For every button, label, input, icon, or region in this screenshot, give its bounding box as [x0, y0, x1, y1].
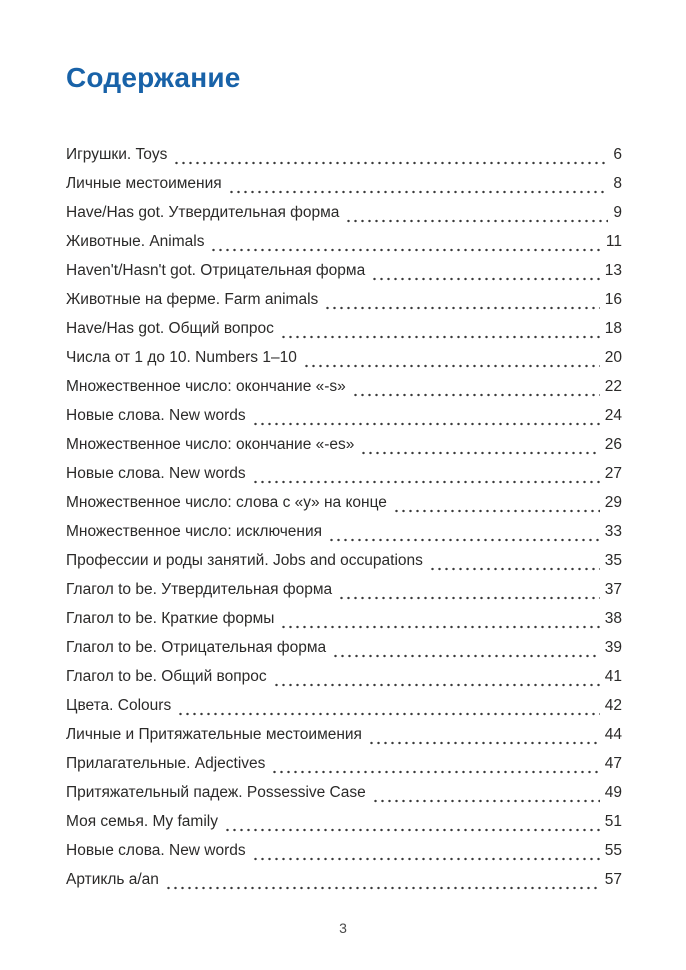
toc-entry-label: Животные. Animals	[66, 233, 205, 250]
toc-entry-page-number: 33	[604, 523, 622, 540]
toc-entry	[66, 198, 622, 227]
toc-entry-page-number: 57	[604, 871, 622, 888]
dotted-leader	[280, 623, 599, 629]
dotted-leader	[328, 536, 600, 542]
toc-entry-page-number: 22	[604, 378, 622, 395]
toc-entry-page-number: 29	[604, 494, 622, 511]
toc-entry	[66, 227, 622, 256]
toc-entry	[66, 662, 622, 691]
dotted-leader	[210, 246, 600, 252]
toc-entry-label: Притяжательный падеж. Possessive Case	[66, 784, 366, 801]
toc-entry-page-number: 20	[604, 349, 622, 366]
toc-entry-page-number: 8	[613, 175, 622, 192]
toc-entry	[66, 401, 622, 430]
toc-entry	[66, 459, 622, 488]
toc-entry	[66, 604, 622, 633]
toc-entry	[66, 633, 622, 662]
toc-entry-label: Множественное число: окончание «-s»	[66, 378, 346, 395]
dotted-leader	[271, 768, 599, 774]
toc-entry-page-number: 39	[604, 639, 622, 656]
dotted-leader	[273, 681, 600, 687]
toc-entry-page-number: 11	[605, 233, 622, 250]
toc-entry-label: Артикль a/an	[66, 871, 159, 888]
toc-entry-label: Have/Has got. Общий вопрос	[66, 320, 274, 337]
dotted-leader	[324, 304, 599, 310]
dotted-leader	[393, 507, 600, 513]
toc-entry	[66, 749, 622, 778]
toc-entry-page-number: 9	[613, 204, 622, 221]
dotted-leader	[371, 275, 600, 281]
toc-entry	[66, 488, 622, 517]
toc-entry-label: Новые слова. New words	[66, 842, 246, 859]
toc-entry-label: Множественное число: окончание «-es»	[66, 436, 355, 453]
toc-entry-page-number: 51	[604, 813, 622, 830]
toc-entry-page-number: 42	[604, 697, 622, 714]
toc-list	[66, 140, 622, 894]
toc-entry-label: Множественное число: слова с «y» на конце	[66, 494, 387, 511]
toc-entry-label: Множественное число: исключения	[66, 523, 323, 540]
dotted-leader	[224, 826, 600, 832]
dotted-leader	[332, 652, 600, 658]
toc-entry	[66, 807, 622, 836]
toc-entry-label: Глагол to be. Утвердительная форма	[66, 581, 333, 598]
toc-entry	[66, 343, 622, 372]
dotted-leader	[165, 884, 600, 890]
dotted-leader	[177, 710, 600, 716]
dotted-leader	[228, 188, 609, 194]
toc-entry-page-number: 38	[604, 610, 622, 627]
toc-entry-page-number: 6	[613, 146, 622, 163]
toc-entry	[66, 691, 622, 720]
toc-entry-page-number: 16	[604, 291, 622, 308]
toc-entry-page-number: 41	[604, 668, 622, 685]
toc-entry-label: Прилагательные. Adjectives	[66, 755, 266, 772]
toc-entry-label: Личные и Притяжательные местоимения	[66, 726, 362, 743]
toc-entry	[66, 865, 622, 894]
footer-page-number: 3	[339, 920, 347, 936]
dotted-leader	[252, 855, 600, 861]
toc-entry	[66, 778, 622, 807]
toc-entry-label: Глагол to be. Отрицательная форма	[66, 639, 327, 656]
toc-entry-label: Новые слова. New words	[66, 407, 246, 424]
dotted-leader	[173, 159, 608, 165]
dotted-leader	[252, 420, 600, 426]
toc-entry-label: Цвета. Colours	[66, 697, 172, 714]
toc-entry	[66, 836, 622, 865]
dotted-leader	[280, 333, 600, 339]
dotted-leader	[368, 739, 600, 745]
toc-entry-label: Профессии и роды занятий. Jobs and occupations	[66, 552, 423, 569]
toc-entry	[66, 140, 622, 169]
dotted-leader	[252, 478, 600, 484]
dotted-leader	[360, 449, 599, 455]
toc-entry	[66, 720, 622, 749]
toc-entry-label: Животные на ферме. Farm animals	[66, 291, 319, 308]
toc-entry	[66, 517, 622, 546]
toc-entry-page-number: 49	[604, 784, 622, 801]
dotted-leader	[338, 594, 600, 600]
toc-entry-page-number: 18	[604, 320, 622, 337]
toc-entry	[66, 314, 622, 343]
dotted-leader	[429, 565, 600, 571]
toc-entry-page-number: 47	[604, 755, 622, 772]
toc-entry-label: Haven't/Hasn't got. Отрицательная форма	[66, 262, 366, 279]
dotted-leader	[303, 362, 600, 368]
dotted-leader	[352, 391, 600, 397]
toc-entry-page-number: 37	[604, 581, 622, 598]
toc-entry-page-number: 27	[604, 465, 622, 482]
toc-entry-page-number: 13	[604, 262, 622, 279]
toc-entry-label: Личные местоимения	[66, 175, 222, 192]
toc-entry-label: Числа от 1 до 10. Numbers 1–10	[66, 349, 297, 366]
toc-entry	[66, 546, 622, 575]
toc-entry	[66, 575, 622, 604]
dotted-leader	[345, 217, 608, 223]
toc-entry-page-number: 24	[604, 407, 622, 424]
toc-entry-page-number: 55	[604, 842, 622, 859]
toc-entry-label: Глагол to be. Общий вопрос	[66, 668, 267, 685]
toc-entry-label: Игрушки. Toys	[66, 146, 168, 163]
toc-entry-label: Моя семья. My family	[66, 813, 218, 830]
toc-entry-page-number: 35	[604, 552, 622, 569]
toc-entry-page-number: 26	[604, 436, 622, 453]
toc-entry	[66, 430, 622, 459]
toc-entry	[66, 372, 622, 401]
toc-entry	[66, 285, 622, 314]
dotted-leader	[372, 797, 600, 803]
toc-entry-page-number: 44	[604, 726, 622, 743]
toc-entry	[66, 169, 622, 198]
toc-entry-label: Глагол to be. Краткие формы	[66, 610, 275, 627]
toc-entry-label: Have/Has got. Утвердительная форма	[66, 204, 340, 221]
toc-entry	[66, 256, 622, 285]
toc-entry-label: Новые слова. New words	[66, 465, 246, 482]
page-title: Содержание	[66, 62, 241, 93]
